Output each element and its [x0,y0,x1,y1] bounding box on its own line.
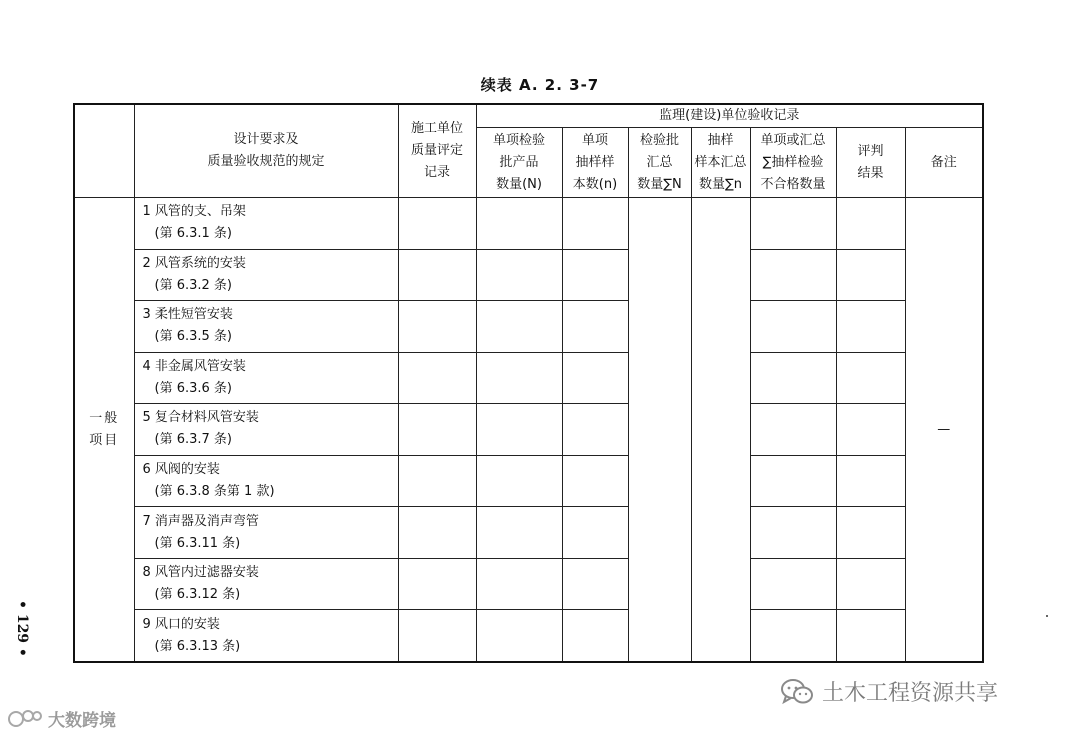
item-result-cell [836,558,905,610]
item-nonconforming-cell [750,301,836,353]
header-nonconforming-count: 单项或汇总 ∑抽样检验 不合格数量 [750,128,836,198]
item-contractor-cell [398,352,476,404]
header-sample-total: 抽样 样本汇总 数量∑n [691,128,750,198]
header-supervision-record: 监理(建设)单位验收记录 [476,104,983,128]
item-requirement: 9 风口的安装 (第 6.3.13 条) [134,610,398,662]
table-title: 续表 A. 2. 3-7 [480,76,600,94]
item-result-cell [836,455,905,507]
item-batch-qty-cell [476,558,562,610]
item-batch-qty-cell [476,507,562,559]
item-batch-qty-cell [476,301,562,353]
item-result-cell [836,404,905,456]
item-result-cell [836,352,905,404]
item-sample-count-cell [562,507,628,559]
category-general-items: 一般 项目 [74,198,134,663]
item-sample-count-cell [562,249,628,301]
sample-total-cell [691,198,750,663]
header-batch-total: 检验批 汇总 数量∑N [628,128,691,198]
item-nonconforming-cell [750,610,836,662]
item-batch-qty-cell [476,455,562,507]
item-batch-qty-cell [476,249,562,301]
watermark-account-name: 土木工程资源共享 [822,681,999,706]
header-remarks: 备注 [905,128,983,198]
item-requirement: 6 风阀的安装 (第 6.3.8 条第 1 款) [134,455,398,507]
item-requirement: 7 消声器及消声弯管 (第 6.3.11 条) [134,507,398,559]
item-nonconforming-cell [750,507,836,559]
item-sample-count-cell [562,558,628,610]
header-contractor-record: 施工单位 质量评定 记录 [398,104,476,198]
item-contractor-cell [398,610,476,662]
brand-logo-icon [8,708,42,730]
item-nonconforming-cell [750,455,836,507]
item-result-cell [836,610,905,662]
item-result-cell [836,198,905,250]
item-sample-count-cell [562,404,628,456]
item-sample-count-cell [562,301,628,353]
item-nonconforming-cell [750,404,836,456]
item-batch-qty-cell [476,352,562,404]
scan-speck [1046,615,1048,617]
header-single-batch-quantity: 单项检验 批产品 数量(N) [476,128,562,198]
watermark-account [780,676,998,707]
item-batch-qty-cell [476,610,562,662]
item-nonconforming-cell [750,352,836,404]
item-result-cell [836,249,905,301]
watermark-brand-name: 大数跨境 [48,711,116,731]
item-contractor-cell [398,301,476,353]
item-nonconforming-cell [750,198,836,250]
remarks-cell: — [905,198,983,663]
item-batch-qty-cell [476,198,562,250]
item-contractor-cell [398,198,476,250]
item-contractor-cell [398,455,476,507]
watermark-brand [8,706,116,731]
item-sample-count-cell [562,610,628,662]
item-contractor-cell [398,249,476,301]
acceptance-record-table [73,103,984,663]
item-contractor-cell [398,507,476,559]
item-sample-count-cell [562,198,628,250]
item-nonconforming-cell [750,249,836,301]
batch-total-cell [628,198,691,663]
item-contractor-cell [398,558,476,610]
wechat-icon [780,678,814,706]
header-evaluation-result: 评判 结果 [836,128,905,198]
item-batch-qty-cell [476,404,562,456]
corner-cell [74,104,134,198]
item-requirement: 2 风管系统的安装 (第 6.3.2 条) [134,249,398,301]
item-contractor-cell [398,404,476,456]
item-nonconforming-cell [750,558,836,610]
header-single-sample-count: 单项 抽样样 本数(n) [562,128,628,198]
item-requirement: 5 复合材料风管安装 (第 6.3.7 条) [134,404,398,456]
item-requirement: 8 风管内过滤器安装 (第 6.3.12 条) [134,558,398,610]
page-number: • 129 • [14,600,30,657]
header-design-requirements: 设计要求及 质量验收规范的规定 [134,104,398,198]
item-result-cell [836,507,905,559]
item-sample-count-cell [562,455,628,507]
item-requirement: 4 非金属风管安装 (第 6.3.6 条) [134,352,398,404]
item-result-cell [836,301,905,353]
item-requirement: 1 风管的支、吊架 (第 6.3.1 条) [134,198,398,250]
item-requirement: 3 柔性短管安装 (第 6.3.5 条) [134,301,398,353]
item-sample-count-cell [562,352,628,404]
